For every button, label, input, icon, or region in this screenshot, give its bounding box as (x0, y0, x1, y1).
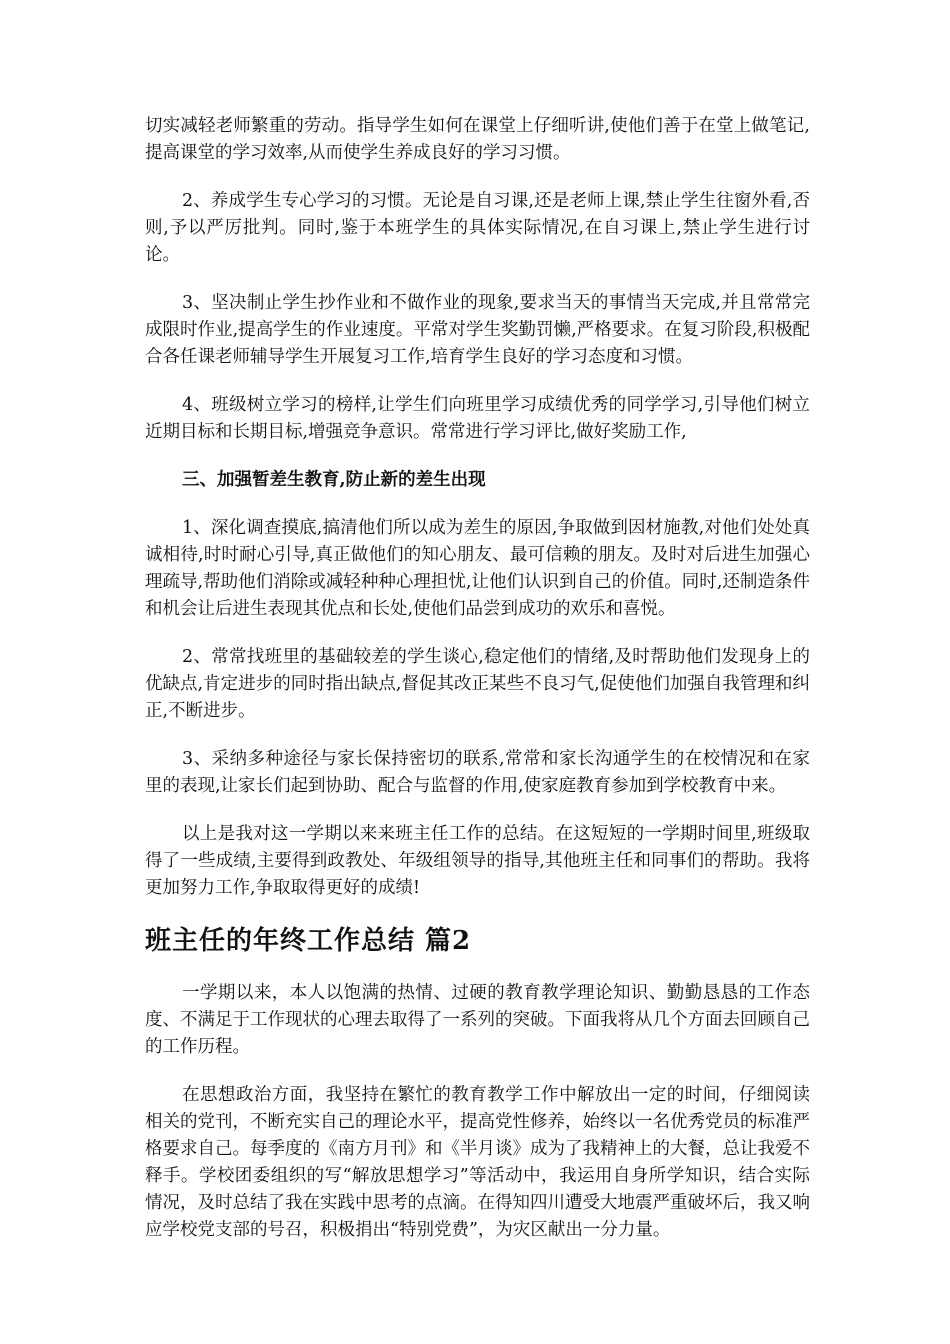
paragraph-conclusion: 以上是我对这一学期以来来班主任工作的总结。在这短短的一学期时间里,班级取得了一些成绩,主要得到政教处、年级组领导的指导,其他班主任和同事们的帮助。我将更加努力工作,争取取得更好的成绩! (145, 824, 810, 898)
paragraph-study-habits-continued: 切实减轻老师繁重的劳动。指导学生如何在课堂上仔细听讲,使他们善于在堂上做笔记,提高课堂的学习效率,从而使学生养成良好的学习习惯。 (145, 116, 810, 163)
paragraph-article2-intro: 一学期以来，本人以饱满的热情、过硬的教育教学理论知识、勤勤恳恳的工作态度、不满足于工作现状的心理去取得了一系列的突破。下面我将从几个方面去回顾自己的工作历程。 (145, 983, 810, 1057)
paragraph-article2-politics: 在思想政治方面，我坚持在繁忙的教育教学工作中解放出一定的时间，仔细阅读相关的党刊，不断充实自己的理论水平，提高党性修养，始终以一名优秀党员的标准严格要求自己。每季度的《南方月刊》和《半月谈》成为了我精神上的大餐，总让我爱不释手。学校团委组织的写“解放思想学习”等活动中，我运用自身所学知识，结合实际情况，及时总结了我在实践中思考的点滴。在得知四川遭受大地震严重破坏后，我又响应学校党支部的号召，积极捐出“特别党费”，为灾区献出一分力量。 (145, 1085, 810, 1240)
paragraph-item-2-focus: 2、养成学生专心学习的习惯。无论是自习课,还是老师上课,禁止学生往窗外看,否则,予以严厉批判。同时,鉴于本班学生的具体实际情况,在自习课上,禁止学生进行讨论。 (145, 191, 810, 265)
paragraph-item-4-role-models: 4、班级树立学习的榜样,让学生们向班里学习成绩优秀的同学学习,引导他们树立近期目标和长期目标,增强竞争意识。常常进行学习评比,做好奖励工作, (145, 395, 810, 442)
article-2-title: 班主任的年终工作总结 篇2 (145, 926, 472, 956)
section-heading-3: 三、加强暂差生教育,防止新的差生出现 (182, 470, 486, 490)
paragraph-section3-item-2: 2、常常找班里的基础较差的学生谈心,稳定他们的情绪,及时帮助他们发现身上的优缺点,肯定进步的同时指出缺点,督促其改正某些不良习气,促使他们加强自我管理和纠正,不断进步。 (145, 647, 810, 721)
document-page (145, 113, 810, 1265)
paragraph-item-3-homework: 3、坚决制止学生抄作业和不做作业的现象,要求当天的事情当天完成,并且常常完成限时作业,提高学生的作业速度。平常对学生奖勤罚懒,严格要求。在复习阶段,积极配合各任课老师辅导学生开展复习工作,培育学生良好的学习态度和习惯。 (145, 293, 810, 367)
paragraph-section3-item-1: 1、深化调查摸底,搞清他们所以成为差生的原因,争取做到因材施教,对他们处处真诚相待,时时耐心引导,真正做他们的知心朋友、最可信赖的朋友。及时对后进生加强心理疏导,帮助他们消除或减轻种种心理担忧,让他们认识到自己的价值。同时,还制造条件和机会让后进生表现其优点和长处,使他们品尝到成功的欢乐和喜悦。 (145, 518, 810, 619)
paragraph-section3-item-3: 3、采纳多种途径与家长保持密切的联系,常常和家长沟通学生的在校情况和在家里的表现,让家长们起到协助、配合与监督的作用,使家庭教育参加到学校教育中来。 (145, 749, 810, 796)
